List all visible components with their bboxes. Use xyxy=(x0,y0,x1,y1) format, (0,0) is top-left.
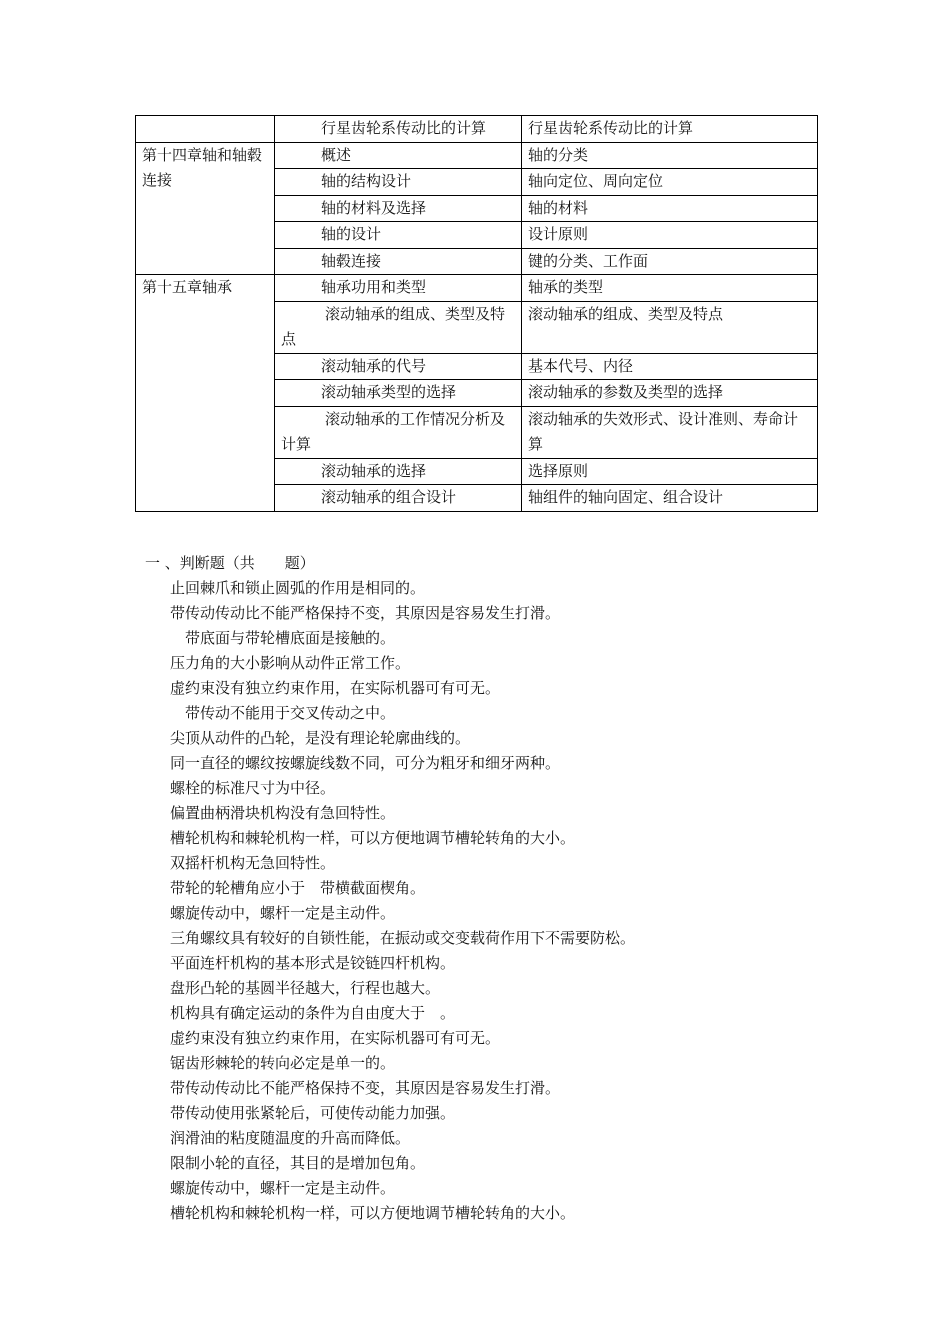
key-points-cell: 轴组件的轴向固定、组合设计 xyxy=(522,485,818,512)
key-points-cell: 滚动轴承的参数及类型的选择 xyxy=(522,380,818,407)
question-item: 带传动使用张紧轮后，可使传动能力加强。 xyxy=(170,1104,456,1122)
key-points-cell: 轴向定位、周向定位 xyxy=(522,169,818,196)
question-item: 螺栓的标准尺寸为中径。 xyxy=(170,779,336,797)
key-points-cell: 设计原则 xyxy=(522,222,818,249)
topic-cell: 轴毂连接 xyxy=(275,248,522,275)
table-body xyxy=(136,116,818,512)
question-item: 尖顶从动件的凸轮，是没有理论轮廓曲线的。 xyxy=(170,729,471,747)
question-item: 带传动不能用于交叉传动之中。 xyxy=(170,704,396,722)
key-points-cell: 行星齿轮系传动比的计算 xyxy=(522,116,818,143)
question-item: 虚约束没有独立约束作用，在实际机器可有可无。 xyxy=(170,679,501,697)
table-row xyxy=(136,116,818,143)
question-item: 槽轮机构和棘轮机构一样，可以方便地调节槽轮转角的大小。 xyxy=(170,829,576,847)
question-item: 带底面与带轮槽底面是接触的。 xyxy=(170,629,396,647)
question-item: 机构具有确定运动的条件为自由度大于 。 xyxy=(170,1004,456,1022)
topic-cell: 滚动轴承的代号 xyxy=(275,353,522,380)
true-false-section xyxy=(145,551,845,1226)
topic-cell: 滚动轴承的组合设计 xyxy=(275,485,522,512)
section-heading: 一 、判断题（共 题） xyxy=(145,554,315,572)
question-list xyxy=(145,576,845,1226)
question-item: 双摇杆机构无急回特性。 xyxy=(170,854,336,872)
topic-cell: 轴的结构设计 xyxy=(275,169,522,196)
question-item: 偏置曲柄滑块机构没有急回特性。 xyxy=(170,804,396,822)
question-item: 虚约束没有独立约束作用，在实际机器可有可无。 xyxy=(170,1029,501,1047)
topic-cell: 行星齿轮系传动比的计算 xyxy=(275,116,522,143)
question-item: 平面连杆机构的基本形式是铰链四杆机构。 xyxy=(170,954,456,972)
topic-cell: 轴的材料及选择 xyxy=(275,195,522,222)
question-item: 带传动传动比不能严格保持不变，其原因是容易发生打滑。 xyxy=(170,604,561,622)
key-points-cell: 轴的分类 xyxy=(522,142,818,169)
topic-cell: 轴的设计 xyxy=(275,222,522,249)
question-item: 同一直径的螺纹按螺旋线数不同，可分为粗牙和细牙两种。 xyxy=(170,754,561,772)
key-points-cell: 键的分类、工作面 xyxy=(522,248,818,275)
key-points-cell: 选择原则 xyxy=(522,458,818,485)
course-outline-table xyxy=(135,115,818,512)
key-points-cell: 滚动轴承的失效形式、设计准则、寿命计算 xyxy=(522,406,818,458)
question-item: 三角螺纹具有较好的自锁性能，在振动或交变载荷作用下不需要防松。 xyxy=(170,929,636,947)
table-row xyxy=(136,275,818,302)
question-item: 盘形凸轮的基圆半径越大，行程也越大。 xyxy=(170,979,441,997)
topic-cell: 滚动轴承的工作情况分析及计算 xyxy=(275,406,522,458)
topic-cell: 滚动轴承的组成、类型及特点 xyxy=(275,301,522,353)
question-item: 锯齿形棘轮的转向必定是单一的。 xyxy=(170,1054,396,1072)
question-item: 限制小轮的直径，其目的是增加包角。 xyxy=(170,1154,426,1172)
key-points-cell: 轴的材料 xyxy=(522,195,818,222)
question-item: 槽轮机构和棘轮机构一样，可以方便地调节槽轮转角的大小。 xyxy=(170,1204,576,1222)
question-item: 螺旋传动中，螺杆一定是主动件。 xyxy=(170,904,396,922)
table-row xyxy=(136,142,818,169)
topic-cell: 概述 xyxy=(275,142,522,169)
topic-cell: 滚动轴承类型的选择 xyxy=(275,380,522,407)
key-points-cell: 滚动轴承的组成、类型及特点 xyxy=(522,301,818,353)
chapter-cell xyxy=(136,116,275,143)
chapter-cell: 第十四章轴和轴毂连接 xyxy=(136,142,275,275)
key-points-cell: 轴承的类型 xyxy=(522,275,818,302)
topic-cell: 轴承功用和类型 xyxy=(275,275,522,302)
question-item: 止回棘爪和锁止圆弧的作用是相同的。 xyxy=(170,579,426,597)
topic-cell: 滚动轴承的选择 xyxy=(275,458,522,485)
key-points-cell: 基本代号、内径 xyxy=(522,353,818,380)
question-item: 润滑油的粘度随温度的升高而降低。 xyxy=(170,1129,411,1147)
question-item: 压力角的大小影响从动件正常工作。 xyxy=(170,654,411,672)
question-item: 带轮的轮槽角应小于 带横截面楔角。 xyxy=(170,879,426,897)
question-item: 螺旋传动中，螺杆一定是主动件。 xyxy=(170,1179,396,1197)
question-item: 带传动传动比不能严格保持不变，其原因是容易发生打滑。 xyxy=(170,1079,561,1097)
chapter-cell: 第十五章轴承 xyxy=(136,275,275,512)
